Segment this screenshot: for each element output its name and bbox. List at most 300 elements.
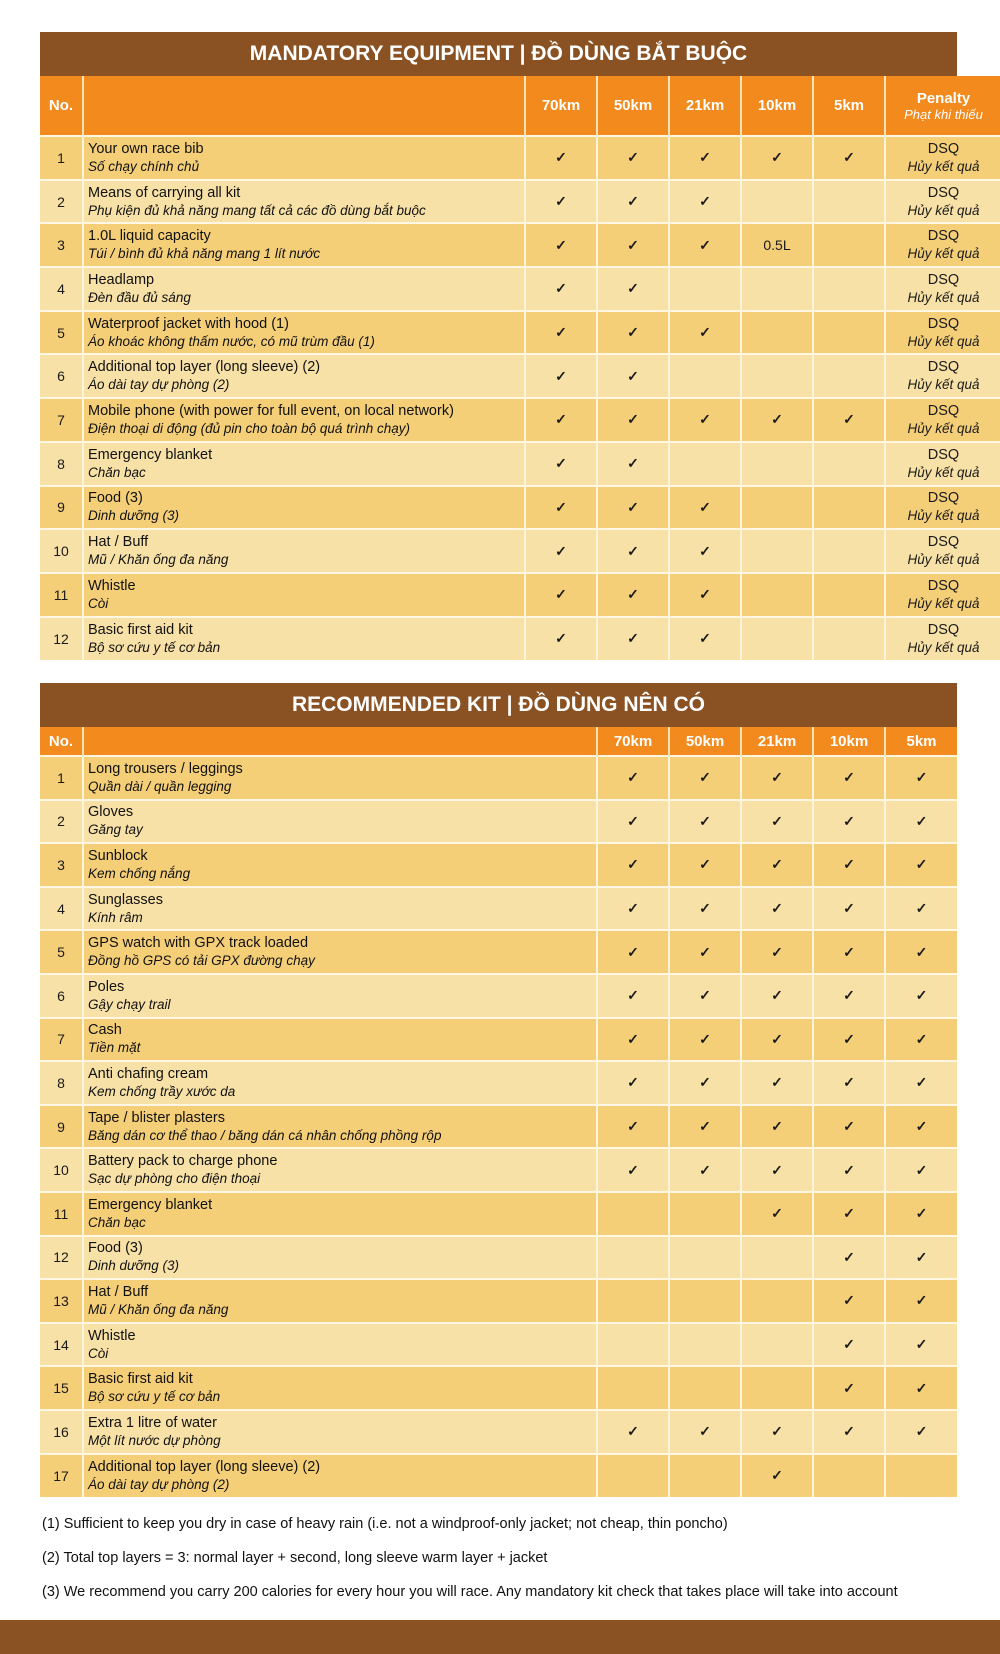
item-name: Hat / Buff — [88, 534, 149, 551]
col-header-50km: 50km — [669, 727, 741, 756]
item-cell — [83, 1018, 597, 1062]
cell-21km — [741, 1279, 813, 1323]
check-mark-50km: ✓ — [597, 223, 669, 267]
item-name: Means of carrying all kit — [88, 184, 241, 201]
row-number: 11 — [40, 1192, 83, 1236]
table-row — [40, 1061, 957, 1105]
cell-5km — [813, 529, 885, 573]
item-name-vi: Phụ kiện đủ khả năng mang tất cả các đồ dùng bắt buộc — [88, 202, 426, 218]
check-mark-70km: ✓ — [525, 136, 597, 180]
check-mark-5km: ✓ — [885, 1366, 957, 1410]
footnote-1: (1) Sufficient to keep you dry in case of heavy rain (i.e. not a windproof-only jacket; not cheap, thin poncho) — [42, 1516, 728, 1532]
item-name: Waterproof jacket with hood (1) — [88, 315, 289, 332]
cell-5km — [813, 354, 885, 398]
cell-70km — [597, 1454, 669, 1498]
item-cell — [83, 1148, 597, 1192]
check-mark-70km: ✓ — [597, 756, 669, 800]
cell-70km — [597, 1192, 669, 1236]
check-mark-50km: ✓ — [669, 1018, 741, 1062]
penalty-cell — [885, 354, 1000, 398]
cell-10km: 0.5L — [741, 223, 813, 267]
row-number: 4 — [40, 267, 83, 311]
table-row — [40, 1192, 957, 1236]
row-number: 4 — [40, 887, 83, 931]
penalty-label-vi: Phạt khi thiếu — [904, 106, 983, 122]
item-cell — [83, 930, 597, 974]
penalty-cell — [885, 486, 1000, 530]
check-mark-70km: ✓ — [525, 398, 597, 442]
check-mark-50km: ✓ — [597, 573, 669, 617]
table-row — [40, 442, 1000, 486]
item-cell — [83, 180, 525, 224]
check-mark-21km: ✓ — [741, 1454, 813, 1498]
footer-bar — [0, 1620, 1000, 1654]
row-number: 6 — [40, 974, 83, 1018]
item-cell — [83, 486, 525, 530]
check-mark-50km: ✓ — [597, 136, 669, 180]
item-cell — [83, 974, 597, 1018]
item-cell — [83, 1236, 597, 1280]
check-mark-21km: ✓ — [741, 756, 813, 800]
item-name: Your own race bib — [88, 140, 204, 157]
check-mark-70km: ✓ — [597, 1410, 669, 1454]
check-mark-10km: ✓ — [813, 1105, 885, 1149]
item-cell — [83, 529, 525, 573]
penalty-value-vi: Hủy kết quả — [907, 333, 980, 349]
table-row — [40, 1236, 957, 1280]
item-name-vi: Tiền mặt — [88, 1040, 141, 1056]
check-mark-50km: ✓ — [669, 974, 741, 1018]
item-name: Emergency blanket — [88, 1196, 213, 1213]
check-mark-10km: ✓ — [813, 800, 885, 844]
item-cell — [83, 223, 525, 267]
item-cell — [83, 398, 525, 442]
check-mark-10km: ✓ — [813, 930, 885, 974]
penalty-value: DSQ — [927, 534, 960, 551]
check-mark-70km: ✓ — [525, 267, 597, 311]
cell-10km — [741, 617, 813, 661]
penalty-cell — [885, 311, 1000, 355]
check-mark-50km: ✓ — [597, 267, 669, 311]
check-mark-50km: ✓ — [597, 442, 669, 486]
cell-70km — [597, 1323, 669, 1367]
check-mark-10km: ✓ — [813, 1018, 885, 1062]
item-cell — [83, 1279, 597, 1323]
cell-50km — [669, 1323, 741, 1367]
row-number: 1 — [40, 756, 83, 800]
check-mark-5km: ✓ — [885, 800, 957, 844]
check-mark-10km: ✓ — [741, 398, 813, 442]
item-name-vi: Mũ / Khăn ống đa năng — [88, 1301, 229, 1317]
check-mark-21km: ✓ — [741, 1148, 813, 1192]
check-mark-5km: ✓ — [885, 1061, 957, 1105]
check-mark-50km: ✓ — [597, 180, 669, 224]
row-number: 9 — [40, 486, 83, 530]
table-row — [40, 930, 957, 974]
item-name-vi: Một lít nước dự phòng — [88, 1432, 221, 1448]
check-mark-21km: ✓ — [669, 136, 741, 180]
item-cell — [83, 1061, 597, 1105]
item-name: Emergency blanket — [88, 446, 213, 463]
cell-10km — [741, 354, 813, 398]
table-row — [40, 354, 1000, 398]
table-row — [40, 1366, 957, 1410]
check-mark-10km: ✓ — [813, 843, 885, 887]
cell-50km — [669, 1279, 741, 1323]
check-mark-21km: ✓ — [669, 486, 741, 530]
item-name-vi: Băng dán cơ thể thao / băng dán cá nhân chống phồng rộp — [88, 1127, 442, 1143]
check-mark-5km: ✓ — [885, 843, 957, 887]
check-mark-21km: ✓ — [741, 1018, 813, 1062]
item-name: Food (3) — [88, 490, 143, 507]
check-mark-10km: ✓ — [813, 1192, 885, 1236]
table-row — [40, 800, 957, 844]
cell-5km — [813, 486, 885, 530]
item-name: 1.0L liquid capacity — [88, 228, 211, 245]
penalty-value-vi: Hủy kết quả — [907, 508, 980, 524]
check-mark-70km: ✓ — [597, 930, 669, 974]
cell-5km — [813, 180, 885, 224]
check-mark-50km: ✓ — [669, 1410, 741, 1454]
item-name-vi: Quần dài / quần legging — [88, 778, 232, 794]
item-name: Poles — [88, 978, 125, 995]
penalty-value: DSQ — [927, 140, 960, 157]
check-mark-5km: ✓ — [885, 1236, 957, 1280]
cell-5km — [813, 617, 885, 661]
check-mark-50km: ✓ — [669, 843, 741, 887]
check-mark-5km: ✓ — [885, 1323, 957, 1367]
item-name-vi: Dinh dưỡng (3) — [88, 508, 180, 524]
item-cell — [83, 136, 525, 180]
check-mark-21km: ✓ — [741, 843, 813, 887]
penalty-value: DSQ — [927, 490, 960, 507]
item-name: Basic first aid kit — [88, 621, 193, 638]
item-cell — [83, 1105, 597, 1149]
check-mark-50km: ✓ — [597, 529, 669, 573]
penalty-value-vi: Hủy kết quả — [907, 552, 980, 568]
cell-21km — [741, 1323, 813, 1367]
check-mark-21km: ✓ — [669, 223, 741, 267]
item-name-vi: Kem chống nắng — [88, 865, 191, 881]
check-mark-10km: ✓ — [813, 1061, 885, 1105]
table-row — [40, 573, 1000, 617]
penalty-value: DSQ — [927, 184, 960, 201]
check-mark-70km: ✓ — [525, 223, 597, 267]
check-mark-70km: ✓ — [597, 1105, 669, 1149]
cell-50km — [669, 1192, 741, 1236]
check-mark-5km: ✓ — [885, 756, 957, 800]
item-cell — [83, 1366, 597, 1410]
cell-10km — [741, 529, 813, 573]
item-name: Anti chafing cream — [88, 1065, 209, 1082]
check-mark-10km: ✓ — [813, 974, 885, 1018]
item-name-vi: Đồng hồ GPS có tải GPX đường chạy — [88, 953, 315, 969]
item-name-vi: Chăn bạc — [88, 464, 146, 480]
table-row — [40, 136, 1000, 180]
item-name: Long trousers / leggings — [88, 760, 243, 777]
row-number: 17 — [40, 1454, 83, 1498]
check-mark-70km: ✓ — [525, 486, 597, 530]
row-number: 3 — [40, 843, 83, 887]
col-header-21km: 21km — [741, 727, 813, 756]
table-row — [40, 1454, 957, 1498]
item-name-vi: Áo khoác không thấm nước, có mũ trùm đầu (1) — [88, 333, 375, 349]
mandatory-title: MANDATORY EQUIPMENT | ĐỒ DÙNG BẮT BUỘC — [40, 32, 957, 76]
item-name: Whistle — [88, 577, 136, 594]
mandatory-rows — [40, 136, 1000, 660]
check-mark-5km: ✓ — [885, 930, 957, 974]
check-mark-21km: ✓ — [741, 1410, 813, 1454]
row-number: 2 — [40, 800, 83, 844]
col-header-21km: 21km — [669, 76, 741, 136]
check-mark-21km: ✓ — [741, 1192, 813, 1236]
cell-10km — [741, 573, 813, 617]
penalty-value-vi: Hủy kết quả — [907, 464, 980, 480]
check-mark-70km: ✓ — [525, 573, 597, 617]
table-row — [40, 617, 1000, 661]
check-mark-21km: ✓ — [741, 887, 813, 931]
item-name: GPS watch with GPX track loaded — [88, 935, 309, 952]
check-mark-10km: ✓ — [813, 887, 885, 931]
table-row — [40, 1323, 957, 1367]
check-mark-50km: ✓ — [597, 311, 669, 355]
penalty-value: DSQ — [927, 446, 960, 463]
row-number: 14 — [40, 1323, 83, 1367]
cell-21km — [669, 354, 741, 398]
mandatory-header-row — [40, 76, 1000, 136]
cell-5km — [885, 1454, 957, 1498]
row-number: 7 — [40, 398, 83, 442]
penalty-value-vi: Hủy kết quả — [907, 377, 980, 393]
row-number: 9 — [40, 1105, 83, 1149]
item-name: Whistle — [88, 1327, 136, 1344]
cell-50km — [669, 1454, 741, 1498]
penalty-cell — [885, 136, 1000, 180]
item-name-vi: Đèn đầu đủ sáng — [88, 289, 191, 305]
check-mark-70km: ✓ — [525, 617, 597, 661]
check-mark-21km: ✓ — [669, 617, 741, 661]
check-mark-50km: ✓ — [597, 354, 669, 398]
penalty-value-vi: Hủy kết quả — [907, 246, 980, 262]
recommended-rows — [40, 756, 957, 1497]
item-name: Sunglasses — [88, 891, 163, 908]
col-header-5km: 5km — [813, 76, 885, 136]
penalty-cell — [885, 442, 1000, 486]
item-cell — [83, 1454, 597, 1498]
row-number: 2 — [40, 180, 83, 224]
cell-5km — [813, 267, 885, 311]
check-mark-21km: ✓ — [741, 930, 813, 974]
check-mark-70km: ✓ — [597, 1061, 669, 1105]
check-mark-70km: ✓ — [597, 1018, 669, 1062]
penalty-value-vi: Hủy kết quả — [907, 595, 980, 611]
check-mark-50km: ✓ — [669, 1148, 741, 1192]
item-name-vi: Dinh dưỡng (3) — [88, 1258, 180, 1274]
check-mark-10km: ✓ — [813, 756, 885, 800]
item-cell — [83, 617, 525, 661]
row-number: 1 — [40, 136, 83, 180]
table-row — [40, 1279, 957, 1323]
check-mark-10km: ✓ — [813, 1236, 885, 1280]
table-row — [40, 756, 957, 800]
item-name-vi: Kem chống trầy xước da — [88, 1083, 236, 1099]
row-number: 6 — [40, 354, 83, 398]
mandatory-table — [40, 76, 1000, 660]
table-row — [40, 1018, 957, 1062]
row-number: 16 — [40, 1410, 83, 1454]
cell-21km — [669, 442, 741, 486]
cell-50km — [669, 1366, 741, 1410]
item-name-vi: Kính râm — [88, 909, 143, 925]
check-mark-50km: ✓ — [669, 800, 741, 844]
check-mark-21km: ✓ — [669, 180, 741, 224]
item-name: Basic first aid kit — [88, 1371, 193, 1388]
check-mark-5km: ✓ — [885, 1192, 957, 1236]
check-mark-21km: ✓ — [669, 529, 741, 573]
recommended-title: RECOMMENDED KIT | ĐỒ DÙNG NÊN CÓ — [40, 683, 957, 727]
check-mark-10km: ✓ — [813, 1323, 885, 1367]
item-name-vi: Mũ / Khăn ống đa năng — [88, 552, 229, 568]
col-header-5km: 5km — [885, 727, 957, 756]
cell-10km — [741, 267, 813, 311]
col-header-70km: 70km — [525, 76, 597, 136]
item-name: Mobile phone (with power for full event, on local network) — [88, 402, 454, 419]
footnote-2: (2) Total top layers = 3: normal layer + second, long sleeve warm layer + jacket — [42, 1550, 548, 1566]
check-mark-10km: ✓ — [813, 1410, 885, 1454]
item-cell — [83, 1323, 597, 1367]
table-row — [40, 529, 1000, 573]
col-header-10km: 10km — [741, 76, 813, 136]
check-mark-70km: ✓ — [597, 800, 669, 844]
cell-5km — [813, 442, 885, 486]
penalty-value: DSQ — [927, 315, 960, 332]
item-name: Additional top layer (long sleeve) (2) — [88, 359, 321, 376]
check-mark-70km: ✓ — [525, 529, 597, 573]
item-name-vi: Còi — [88, 595, 109, 611]
check-mark-10km: ✓ — [813, 1148, 885, 1192]
item-name-vi: Bộ sơ cứu y tế cơ bản — [88, 639, 221, 655]
check-mark-5km: ✓ — [813, 136, 885, 180]
table-row — [40, 1410, 957, 1454]
recommended-table — [40, 727, 957, 1497]
penalty-value-vi: Hủy kết quả — [907, 420, 980, 436]
check-mark-21km: ✓ — [741, 1061, 813, 1105]
item-cell — [83, 756, 597, 800]
item-name-vi: Túi / bình đủ khả năng mang 1 lít nước — [88, 246, 321, 262]
check-mark-50km: ✓ — [597, 617, 669, 661]
item-cell — [83, 267, 525, 311]
check-mark-5km: ✓ — [885, 1279, 957, 1323]
item-name-vi: Bộ sơ cứu y tế cơ bản — [88, 1389, 221, 1405]
cell-10km — [741, 486, 813, 530]
row-number: 8 — [40, 1061, 83, 1105]
cell-70km — [597, 1279, 669, 1323]
penalty-value: DSQ — [927, 271, 960, 288]
penalty-value-vi: Hủy kết quả — [907, 202, 980, 218]
item-cell — [83, 354, 525, 398]
item-name: Additional top layer (long sleeve) (2) — [88, 1458, 321, 1475]
item-cell — [83, 442, 525, 486]
check-mark-50km: ✓ — [597, 398, 669, 442]
cell-10km — [741, 180, 813, 224]
check-mark-5km: ✓ — [885, 1105, 957, 1149]
footnote-3: (3) We recommend you carry 200 calories for every hour you will race. Any mandatory kit check that takes place will take into account — [42, 1584, 898, 1600]
row-number: 15 — [40, 1366, 83, 1410]
penalty-value: DSQ — [927, 577, 960, 594]
check-mark-5km: ✓ — [885, 887, 957, 931]
check-mark-5km: ✓ — [885, 1148, 957, 1192]
item-name-vi: Chăn bạc — [88, 1214, 146, 1230]
item-cell — [83, 887, 597, 931]
penalty-value: DSQ — [927, 621, 960, 638]
item-cell — [83, 1192, 597, 1236]
check-mark-21km: ✓ — [669, 398, 741, 442]
row-number: 11 — [40, 573, 83, 617]
item-name-vi: Áo dài tay dự phòng (2) — [88, 377, 230, 393]
penalty-value: DSQ — [927, 359, 960, 376]
item-name-vi: Áo dài tay dự phòng (2) — [88, 1476, 230, 1492]
cell-50km — [669, 1236, 741, 1280]
penalty-cell — [885, 398, 1000, 442]
table-row — [40, 1148, 957, 1192]
check-mark-70km: ✓ — [525, 354, 597, 398]
row-number: 3 — [40, 223, 83, 267]
cell-5km — [813, 573, 885, 617]
cell-70km — [597, 1366, 669, 1410]
table-row — [40, 1105, 957, 1149]
check-mark-70km: ✓ — [525, 311, 597, 355]
check-mark-10km: ✓ — [813, 1366, 885, 1410]
item-name: Cash — [88, 1022, 122, 1039]
item-name: Food (3) — [88, 1240, 143, 1257]
cell-21km — [741, 1366, 813, 1410]
item-cell — [83, 311, 525, 355]
cell-5km — [813, 223, 885, 267]
item-name: Battery pack to charge phone — [88, 1153, 278, 1170]
item-cell — [83, 573, 525, 617]
penalty-value-vi: Hủy kết quả — [907, 639, 980, 655]
check-mark-50km: ✓ — [597, 486, 669, 530]
check-mark-21km: ✓ — [669, 311, 741, 355]
item-name-vi: Gậy chạy trail — [88, 996, 171, 1012]
table-row — [40, 887, 957, 931]
recommended-header-row — [40, 727, 957, 756]
check-mark-70km: ✓ — [597, 1148, 669, 1192]
penalty-cell — [885, 267, 1000, 311]
penalty-value: DSQ — [927, 228, 960, 245]
item-name: Headlamp — [88, 271, 155, 288]
check-mark-50km: ✓ — [669, 1061, 741, 1105]
check-mark-70km: ✓ — [597, 974, 669, 1018]
row-number: 5 — [40, 930, 83, 974]
table-row — [40, 974, 957, 1018]
row-number: 10 — [40, 529, 83, 573]
item-name-vi: Số chạy chính chủ — [88, 158, 200, 174]
check-mark-10km: ✓ — [741, 136, 813, 180]
penalty-value-vi: Hủy kết quả — [907, 158, 980, 174]
cell-10km — [813, 1454, 885, 1498]
col-header-no: No. — [40, 727, 83, 756]
row-number: 13 — [40, 1279, 83, 1323]
item-name-vi: Còi — [88, 1345, 109, 1361]
check-mark-21km: ✓ — [741, 1105, 813, 1149]
row-number: 12 — [40, 1236, 83, 1280]
item-name-vi: Điện thoại di động (đủ pin cho toàn bộ quá trình chạy) — [88, 420, 410, 436]
col-header-10km: 10km — [813, 727, 885, 756]
check-mark-5km: ✓ — [885, 1410, 957, 1454]
table-row — [40, 267, 1000, 311]
penalty-cell — [885, 529, 1000, 573]
